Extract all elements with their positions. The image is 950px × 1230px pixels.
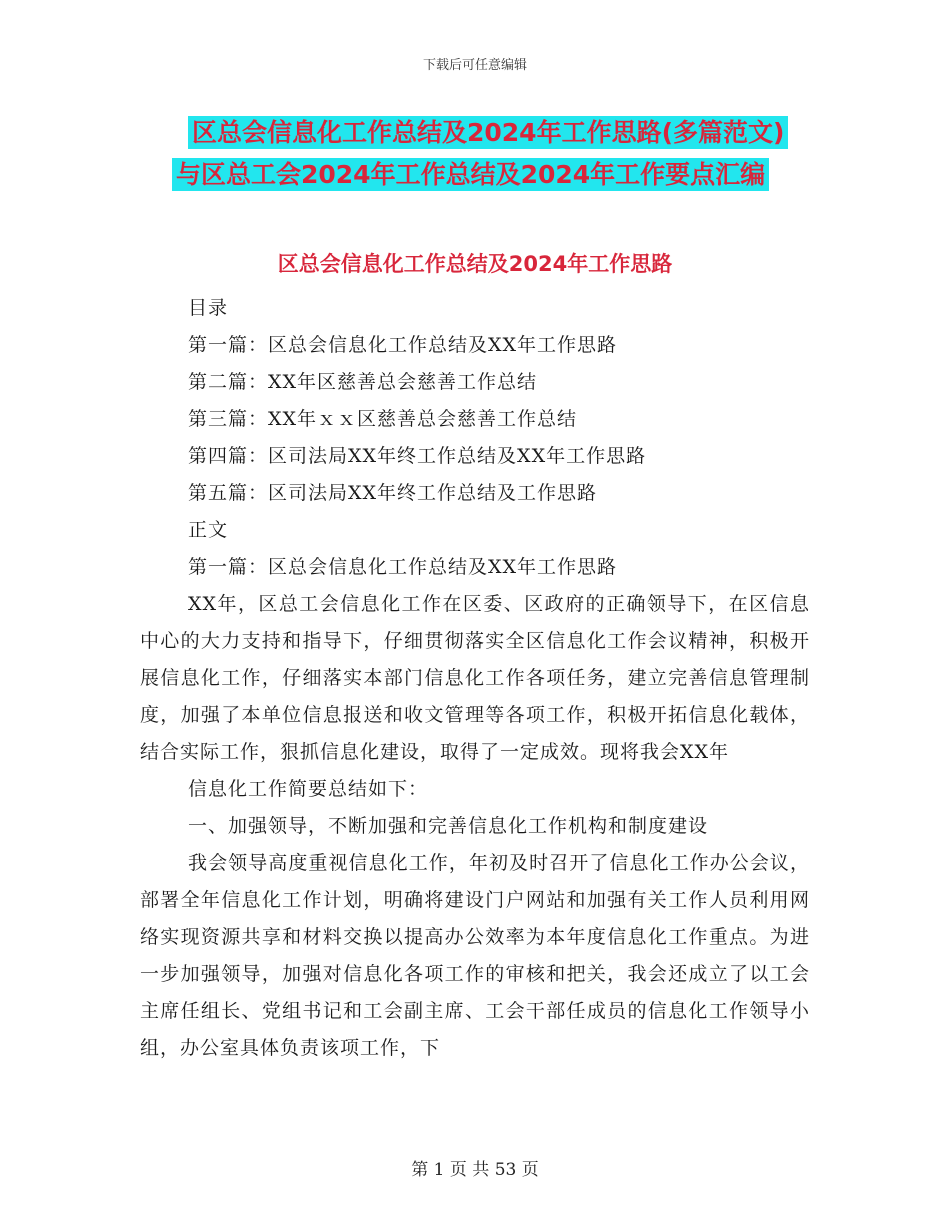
document-title-line-1 — [188, 114, 868, 152]
section-subtitle: 区总会信息化工作总结及2024年工作思路 — [277, 252, 673, 276]
title-highlight-1: 区总会信息化工作总结及2024年工作思路(多篇范文) — [188, 116, 788, 149]
body-paragraph-2: 信息化工作简要总结如下： — [188, 778, 429, 800]
toc-item-3: 第三篇：XX年ｘｘ区慈善总会慈善工作总结 — [188, 408, 578, 430]
header-note: 下载后可任意编辑 — [422, 58, 527, 73]
toc-item-2: 第二篇：XX年区慈善总会慈善工作总结 — [188, 371, 538, 393]
title-highlight-2: 与区总工会2024年工作总结及2024年工作要点汇编 — [172, 158, 769, 191]
body-paragraph-1: XX年，区总工会信息化工作在区委、区政府的正确领导下，在区信息中心的大力支持和指导下，仔细贯彻落实全区信息化工作会议精神，积极开展信息化工作，仔细落实本部门信息化工作各项任务，建立完善信息管理制度，加强了本单位信息报送和收文管理等各项工作，积极开拓信息化载体，结合实际工作，狠抓信息化建设，取得了一定成效。现将我会XX年 — [140, 593, 810, 763]
body-paragraph-3: 我会领导高度重视信息化工作，年初及时召开了信息化工作办公会议，部署全年信息化工作计划，明确将建设门户网站和加强有关工作人员利用网络实现资源共享和材料交换以提高办公效率为本年度信息化工作重点。为进一步加强领导，加强对信息化各项工作的审核和把关，我会还成立了以工会主席任组长、党组书记和工会副主席、工会干部任成员的信息化工作领导小组，办公室具体负责该项工作，下 — [140, 852, 810, 1059]
toc-heading: 目录 — [188, 297, 229, 319]
page-footer: 第 1 页 共 53 页 — [411, 1160, 539, 1180]
body-section-title: 第一篇：区总会信息化工作总结及XX年工作思路 — [188, 556, 618, 578]
toc-item-1: 第一篇：区总会信息化工作总结及XX年工作思路 — [188, 334, 618, 356]
toc-item-5: 第五篇：区司法局XX年终工作总结及工作思路 — [188, 482, 598, 504]
body-label: 正文 — [188, 519, 229, 541]
document-body — [140, 290, 810, 1067]
body-heading-1: 一、加强领导，不断加强和完善信息化工作机构和制度建设 — [188, 815, 709, 837]
document-title-line-2 — [172, 156, 852, 194]
toc-item-4: 第四篇：区司法局XX年终工作总结及XX年工作思路 — [188, 445, 647, 467]
